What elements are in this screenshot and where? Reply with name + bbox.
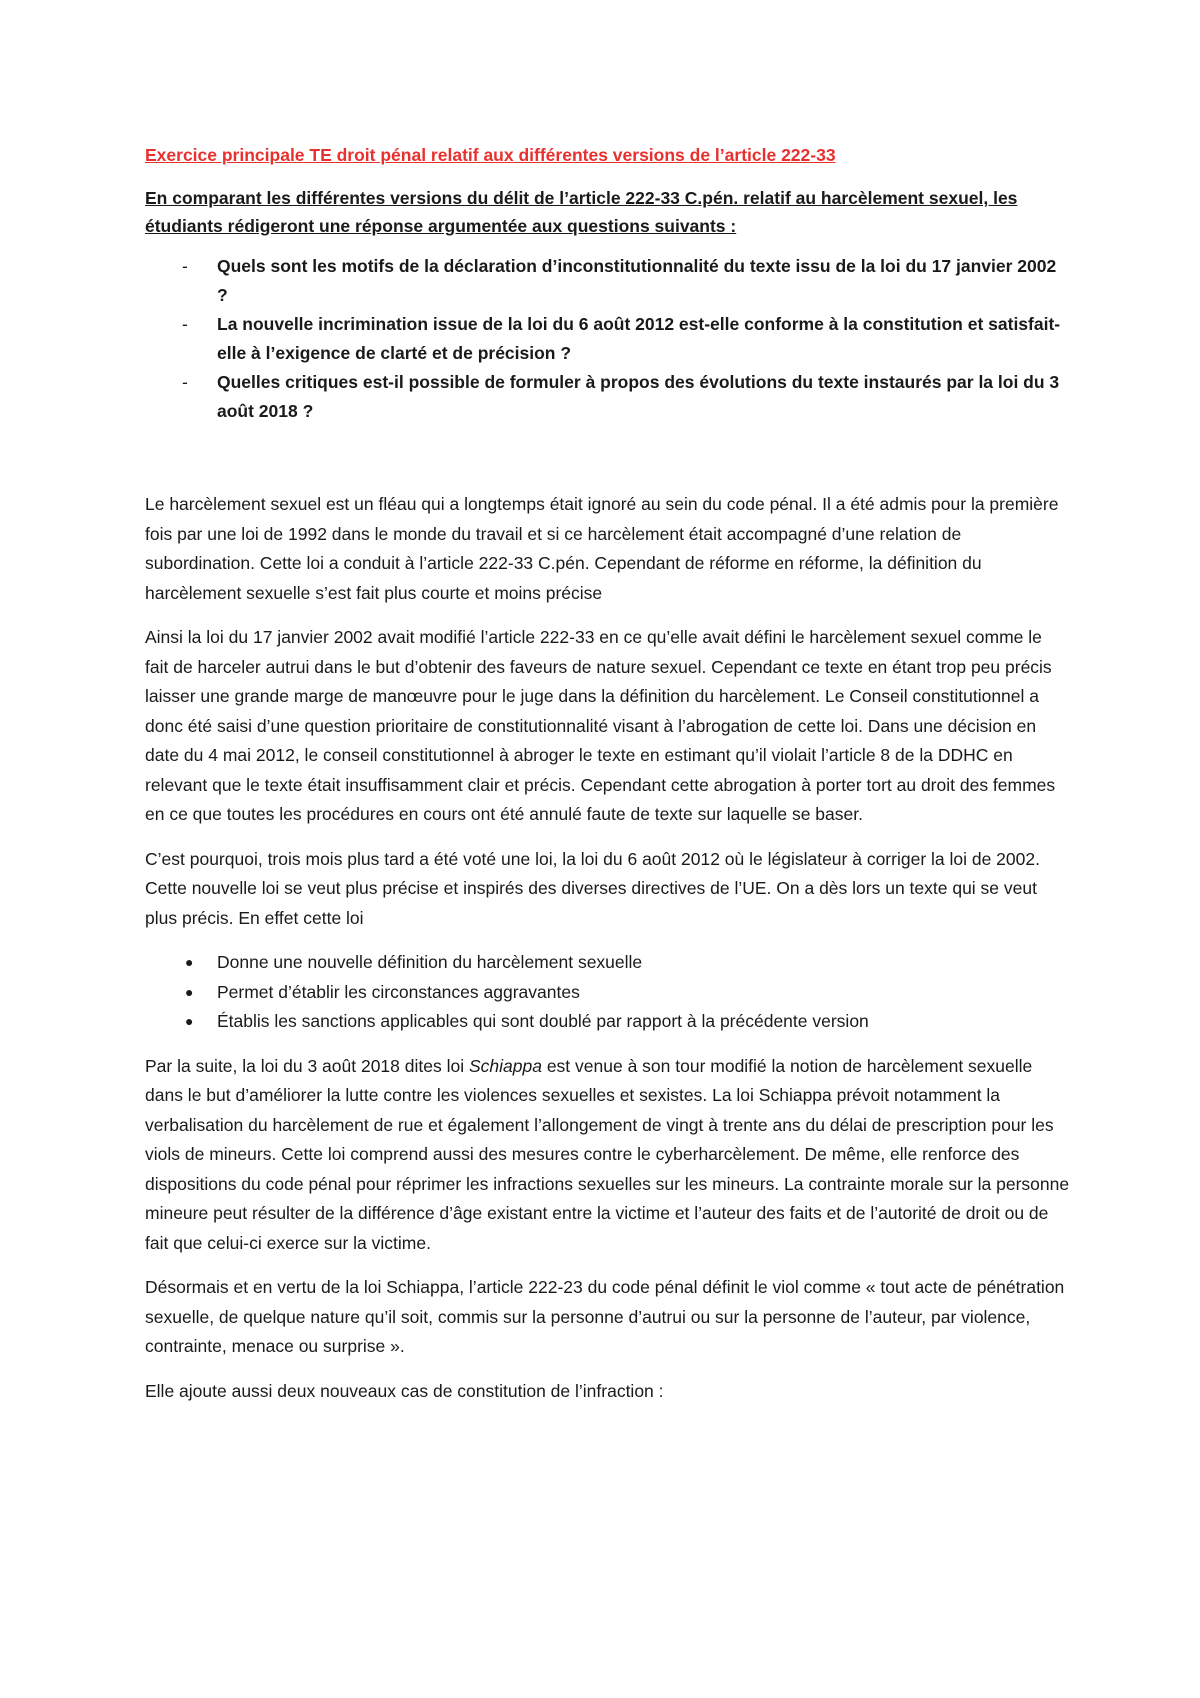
bullet-list xyxy=(145,948,1070,1037)
question-item xyxy=(145,368,1070,426)
bullet-text: Permet d’établir les circonstances aggravantes xyxy=(217,981,580,1002)
paragraph-loi-2018 xyxy=(145,1052,1070,1259)
paragraph-loi-2012: C’est pourquoi, trois mois plus tard a été voté une loi, la loi du 6 août 2012 où le législateur à corriger la loi de 2002. Cette nouvelle loi se veut plus précise et inspirés des diverses directives de l’UE. On a dès lors un texte qui se veut plus précis. En effet cette loi xyxy=(145,848,1040,928)
paragraph-nouveaux-cas: Elle ajoute aussi deux nouveaux cas de constitution de l’infraction : xyxy=(145,1380,664,1401)
bullet-item xyxy=(145,1007,1070,1037)
bullet-dot-icon: ● xyxy=(185,954,194,970)
assignment-intro: En comparant les différentes versions du délit de l’article 222-33 C.pén. relatif au harcèlement sexuel, les étudiants rédigeront une réponse argumentée aux questions suivants : xyxy=(145,188,1018,236)
paragraph-text: Par la suite, la loi du 3 août 2018 dites loi xyxy=(145,1055,469,1076)
paragraph-viol-definition: Désormais et en vertu de la loi Schiappa, l’article 222-23 du code pénal définit le viol comme « tout acte de pénétration sexuelle, de quelque nature qu’il soit, commis sur la personne d’autrui ou sur la personne de l’auteur, par violence, contrainte, menace ou surprise ». xyxy=(145,1277,1065,1356)
paragraph-loi-2002: Ainsi la loi du 17 janvier 2002 avait modifié l’article 222-33 en ce qu’elle avait défini le harcèlement sexuel comme le fait de harceler autrui dans le but d’obtenir des faveurs de nature sexuel. Cependant ce texte en étant trop peu précis laisser une grande marge de manœuvre pour le juge dans la définition du harcèlement. Le Conseil constitutionnel a donc été saisi d’une question prioritaire de constitutionnalité visant à l’abrogation de cette loi. Dans une décision en date du 4 mai 2012, le conseil constitutionnel à abroger le texte en estimant qu’il violait l’article 8 de la DDHC en relevant que le texte était insuffisamment clair et précis. Cependant cette abrogation à porter tort au droit des femmes en ce que toutes les procédures en cours ont été annulé faute de texte sur laquelle se baser. xyxy=(145,627,1056,824)
bullet-dot-icon: ● xyxy=(185,1013,194,1029)
dash-marker: - xyxy=(182,372,188,392)
question-text: Quelles critiques est-il possible de formuler à propos des évolutions du texte instaurés par la loi du 3 août 2018 ? xyxy=(217,372,1060,421)
question-text: La nouvelle incrimination issue de la loi du 6 août 2012 est-elle conforme à la constitution et satisfait-elle à l’exigence de clarté et de précision ? xyxy=(217,314,1061,363)
question-list xyxy=(145,252,1070,426)
question-text: Quels sont les motifs de la déclaration d’inconstitutionnalité du texte issu de la loi du 17 janvier 2002 ? xyxy=(217,256,1057,305)
italic-name: Schiappa xyxy=(468,1055,542,1076)
question-item xyxy=(145,252,1070,310)
bullet-item xyxy=(145,948,1070,978)
bullet-text: Établis les sanctions applicables qui sont doublé par rapport à la précédente version xyxy=(217,1011,869,1031)
document-title: Exercice principale TE droit pénal relatif aux différentes versions de l’article 222-33 xyxy=(145,145,836,165)
paragraph-text: est venue à son tour modifié la notion de harcèlement sexuelle dans le but d’améliorer la lutte contre les violences sexuelles et sexistes. La loi Schiappa prévoit notamment la verbalisation du harcèlement de rue et également l’allongement de vingt à trente ans du délai de prescription pour les viols de mineurs. Cette loi comprend aussi des mesures contre le cyberharcèlement. De même, elle renforce des dispositions du code pénal pour réprimer les infractions sexuelles sur les mineurs. La contrainte morale sur la personne mineure peut résulter de la différence d’âge existant entre la victime et l’auteur des faits et de l’autorité de droit ou de fait que celui-ci exerce sur la victime. xyxy=(145,1055,1070,1253)
question-item xyxy=(145,310,1070,368)
bullet-text: Donne une nouvelle définition du harcèlement sexuelle xyxy=(217,952,643,972)
document-page xyxy=(145,140,1070,1421)
dash-marker: - xyxy=(182,256,188,276)
dash-marker: - xyxy=(182,314,188,334)
paragraph-intro: Le harcèlement sexuel est un fléau qui a longtemps était ignoré au sein du code pénal. Il a été admis pour la première fois par une loi de 1992 dans le monde du travail et si ce harcèlement était accompagné d’une relation de subordination. Cette loi a conduit à l’article 222-33 C.pén. Cependant de réforme en réforme, la définition du harcèlement sexuelle s’est fait plus courte et moins précise xyxy=(145,494,1059,603)
bullet-item xyxy=(145,978,1070,1008)
bullet-dot-icon: ● xyxy=(185,983,194,1000)
